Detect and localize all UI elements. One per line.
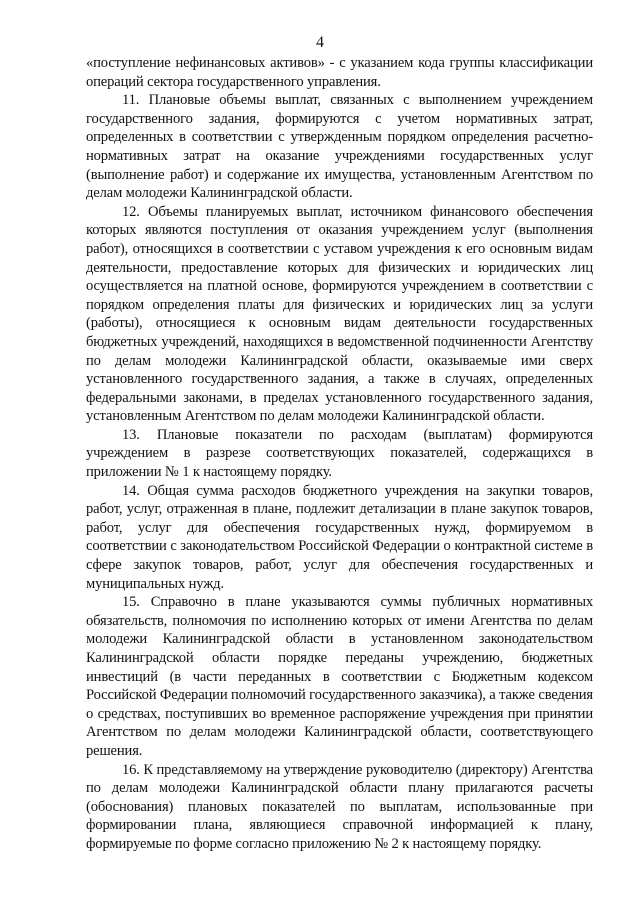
paragraph-item-15: 15. Справочно в плане указываются суммы публичных нормативных обязательств, полномочия по исполнению которых от имени Агентства по делам молодежи Калининградской области в установленном законодательством Калининградской области порядке переданы учреждению, бюджетных инвестиций (в части переданных в соответствии с Бюджетным кодексом Российской Федерации полномочий государственного заказчика), а также сведения о средствах, поступивших во временное распоряжение учреждения при принятии Агентством по делам молодежи Калининградской области, соответствующего решения. (86, 594, 593, 759)
page-number: 4 (316, 34, 324, 51)
paragraph-continuation: «поступление нефинансовых активов» - с указанием кода группы классификации операций сектора государственного управления. (86, 55, 593, 90)
paragraph-item-12: 12. Объемы планируемых выплат, источником финансового обеспечения которых являются поступления от оказания учреждением услуг (выполнения работ), относящихся в соответствии с уставом учреждения к его основным видам деятельности, предоставление которых для физических и юридических лиц осуществляется на платной основе, формируются учреждением в соответствии с порядком определения платы для физических и юридических лиц за услуги (работы), относящиеся к основным видам деятельности государственных бюджетных учреждений, находящихся в ведомственной подчиненности Агентству по делам молодежи Калининградской области, оказываемые ими сверх установленного государственного задания, а также в случаях, определенных федеральными законами, в пределах установленного государственного задания, установленным Агентством по делам молодежи Калининградской области. (86, 203, 593, 425)
paragraph-item-11: 11. Плановые объемы выплат, связанных с выполнением учреждением государственного задания, формируются с учетом нормативных затрат, определенных в соответствии с утвержденным порядком определения расчетно-нормативных затрат на оказание учреждениями государственных услуг (выполнение работ) и содержание их имущества, установленным Агентством по делам молодежи Калининградской области. (86, 92, 593, 202)
paragraph-item-16: 16. К представляемому на утверждение руководителю (директору) Агентства по делам молодежи Калининградской области плану прилагаются расчеты (обоснования) плановых показателей по выплатам, использованные при формировании плана, являющиеся справочной информацией к плану, формируемые по форме согласно приложению № 2 к настоящему порядку. (86, 761, 593, 852)
paragraph-item-13: 13. Плановые показатели по расходам (выплатам) формируются учреждением в разрезе соответствующих показателей, содержащихся в приложении № 1 к настоящему порядку. (86, 426, 593, 481)
document-body (86, 54, 593, 854)
paragraph-item-14: 14. Общая сумма расходов бюджетного учреждения на закупки товаров, работ, услуг, отраженная в плане, подлежит детализации в плане закупок товаров, работ, услуг для обеспечения государственных нужд, формируемом в соответствии с законодательством Российской Федерации о контрактной системе в сфере закупок товаров, работ, услуг для обеспечения государственных и муниципальных нужд. (86, 482, 593, 592)
